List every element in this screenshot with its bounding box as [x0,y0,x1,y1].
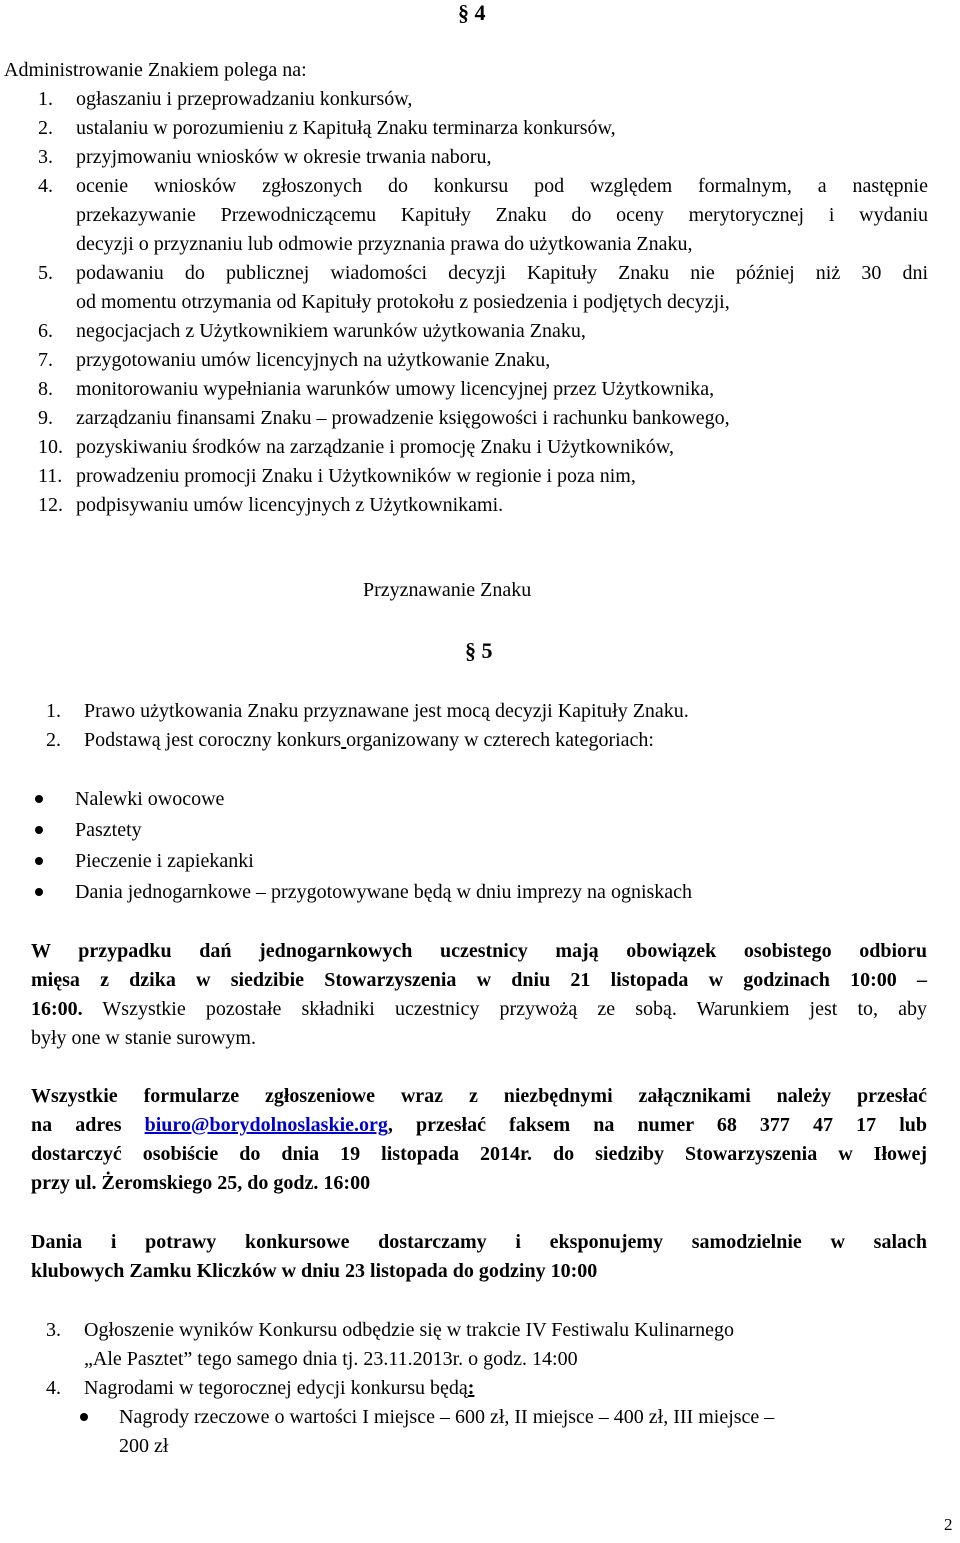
list-item-number: 7. [38,349,53,371]
paragraph-line: klubowych Zamku Kliczków w dniu 23 listopada do godziny 10:00 [31,1260,598,1282]
item-text: Ogłoszenie wyników Konkursu odbędzie się w trakcie IV Festiwalu Kulinarnego [84,1319,735,1341]
list-item-text: negocjacjach z Użytkownikiem warunków użytkowania Znaku, [76,320,586,342]
paragraph-line: były one w stanie surowym. [31,1027,256,1049]
list-item-number: 2. [38,117,53,139]
category-item: Nalewki owocowe [75,788,225,810]
category-item: Pieczenie i zapiekanki [75,850,254,872]
list-item-number: 6. [38,320,53,342]
list-item-text: przyjmowaniu wniosków w okresie trwania naboru, [76,146,492,168]
item-number: 3. [46,1319,61,1341]
list-item-text: prowadzeniu promocji Znaku i Użytkowników w regionie i poza nim, [76,465,636,487]
section-title: Przyznawanie Znaku [363,579,532,601]
list-item-number: 9. [38,407,53,429]
list-item-text: ogłaszaniu i przeprowadzaniu konkursów, [76,88,413,110]
item-text: Podstawą jest coroczny konkurs organizowany w czterech kategoriach: [84,729,654,751]
bullet-icon [35,888,43,896]
list-item-number: 4. [38,175,53,197]
paragraph-line: Wszystkie formularze zgłoszeniowe wraz z niezbędnymi załącznikami należy przesłać [31,1085,927,1107]
bullet-icon [35,795,43,803]
list-item-text: przygotowaniu umów licencyjnych na użytkowanie Znaku, [76,349,551,371]
list-item-text: przekazywanie Przewodniczącemu Kapituły Znaku do oceny merytorycznej i wydaniu [76,204,928,226]
section-4-sign: § 4 [458,0,486,25]
paragraph-line: W przypadku dań jednogarnkowych uczestnicy mają obowiązek osobistego odbioru [31,940,927,962]
email-link[interactable]: biuro@borydolnoslaskie.org [144,1114,388,1136]
paragraph-line: na adres biuro@borydolnoslaskie.org, przesłać faksem na numer 68 377 47 17 lub [31,1114,927,1136]
list-item-text: podawaniu do publicznej wiadomości decyzji Kapituły Znaku nie później niż 30 dni [76,262,928,284]
list-item-text: monitorowaniu wypełniania warunków umowy licencyjnej przez Użytkownika, [76,378,715,400]
item-number: 4. [46,1377,61,1399]
page-number: 2 [944,1515,953,1534]
list-item-number: 1. [38,88,53,110]
item-text: „Ale Pasztet” tego samego dnia tj. 23.11.2013r. o godz. 14:00 [84,1348,578,1370]
list-item-number: 8. [38,378,53,400]
prize-line: 200 zł [119,1435,169,1457]
list-item-text: od momentu otrzymania od Kapituły protokołu z posiedzenia i podjętych decyzji, [76,291,730,313]
prize-line: Nagrody rzeczowe o wartości I miejsce – 600 zł, II miejsce – 400 zł, III miejsce – [119,1406,775,1428]
category-item: Dania jednogarnkowe – przygotowywane będą w dniu imprezy na ogniskach [75,881,693,903]
paragraph-line: 16:00. Wszystkie pozostałe składniki uczestnicy przywożą ze sobą. Warunkiem jest to, aby [31,998,927,1020]
bullet-icon [80,1413,88,1421]
list-item-text: podpisywaniu umów licencyjnych z Użytkownikami. [76,494,504,516]
list-item-number: 10. [38,436,63,458]
list-item-number: 12. [38,494,63,516]
paragraph-line: dostarczyć osobiście do dnia 19 listopada 2014r. do siedziby Stowarzyszenia w Iłowej [31,1143,927,1165]
bullet-icon [35,857,43,865]
list-item-text: pozyskiwaniu środków na zarządzanie i promocję Znaku i Użytkowników, [76,436,674,458]
item-number: 2. [46,729,61,751]
list-item-number: 11. [38,465,63,487]
paragraph-line: Dania i potrawy konkursowe dostarczamy i eksponujemy samodzielnie w salach [31,1231,927,1253]
list-item-number: 3. [38,146,53,168]
list-item-number: 5. [38,262,53,284]
bullet-icon [35,826,43,834]
category-item: Pasztety [75,819,142,841]
list-item-text: zarządzaniu finansami Znaku – prowadzenie księgowości i rachunku bankowego, [76,407,730,429]
paragraph-line: mięsa z dzika w siedzibie Stowarzyszenia w dniu 21 listopada w godzinach 10:00 – [31,969,927,991]
item-text: Nagrodami w tegorocznej edycji konkursu będą: [84,1377,475,1399]
list-item-text: ustalaniu w porozumieniu z Kapitułą Znaku terminarza konkursów, [76,117,616,139]
item-text: Prawo użytkowania Znaku przyznawane jest mocą decyzji Kapituły Znaku. [84,700,689,722]
item-number: 1. [46,700,61,722]
list-item-text: ocenie wniosków zgłoszonych do konkursu pod względem formalnym, a następnie [76,175,928,197]
paragraph-line: przy ul. Żeromskiego 25, do godz. 16:00 [31,1172,371,1194]
section-4-intro: Administrowanie Znakiem polega na: [4,59,307,81]
section-5-sign: § 5 [465,638,493,663]
list-item-text: decyzji o przyznaniu lub odmowie przyznania prawa do użytkowania Znaku, [76,233,693,255]
